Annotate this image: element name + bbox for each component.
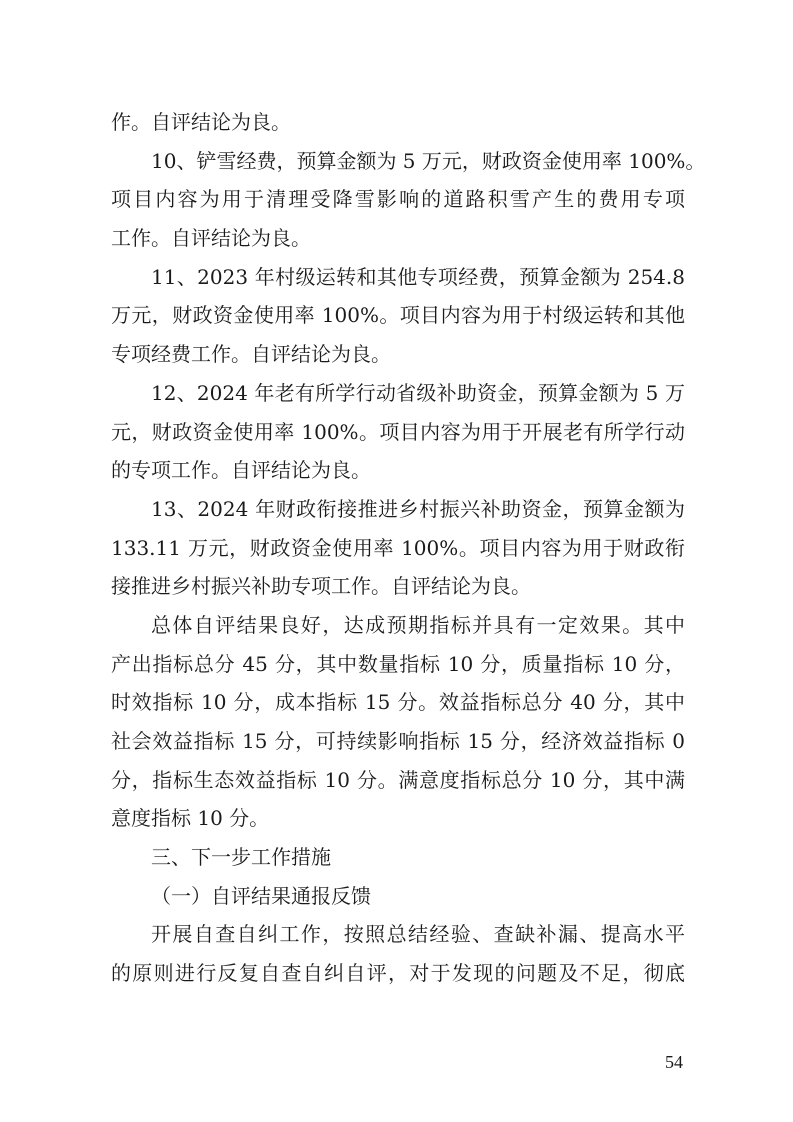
text-line: 元，财政资金使用率 100%。项目内容为用于开展老有所学行动 [111,419,685,444]
text-line: 总体自评结果良好，达成预期指标并具有一定效果。其中 [151,612,685,637]
page-number: 54 [665,1052,683,1072]
text-line: 的原则进行反复自查自纠自评，对于发现的问题及不足，彻底 [111,961,685,986]
text-line: 作。自评结论为良。 [111,110,291,134]
text-line: 工作。自评结论为良。 [111,226,311,251]
text-line: 分，指标生态效益指标 10 分。满意度指标总分 10 分，其中满 [111,767,685,792]
text-line: 万元，财政资金使用率 100%。项目内容为用于村级运转和其他 [111,303,685,328]
text-line: 接推进乡村振兴补助专项工作。自评结论为良。 [111,574,531,599]
section-heading: 三、下一步工作措施 [151,845,331,870]
text-line: 开展自查自纠工作，按照总结经验、查缺补漏、提高水平 [151,922,685,947]
text-line: 12、2024 年老有所学行动省级补助资金，预算金额为 5 万 [151,380,685,405]
text-line: 10、铲雪经费，预算金额为 5 万元，财政资金使用率 100%。 [151,148,706,173]
text-line: 产出指标总分 45 分，其中数量指标 10 分，质量指标 10 分， [111,651,685,676]
text-line: 11、2023 年村级运转和其他专项经费，预算金额为 254.8 [151,264,685,289]
text-line: 社会效益指标 15 分，可持续影响指标 15 分，经济效益指标 0 [111,729,685,753]
text-line: 项目内容为用于清理受降雪影响的道路积雪产生的费用专项 [111,187,685,212]
subsection-heading: （一）自评结果通报反馈 [151,883,371,908]
text-line: 的专项工作。自评结论为良。 [111,458,371,483]
text-line: 专项经费工作。自评结论为良。 [111,342,391,367]
document-body [111,103,706,993]
text-line: 13、2024 年财政衔接推进乡村振兴补助资金，预算金额为 [151,496,685,521]
text-line: 时效指标 10 分，成本指标 15 分。效益指标总分 40 分，其中 [111,690,685,715]
text-line: 意度指标 10 分。 [111,806,270,831]
text-line: 133.11 万元，财政资金使用率 100%。项目内容为用于财政衔 [111,535,685,560]
